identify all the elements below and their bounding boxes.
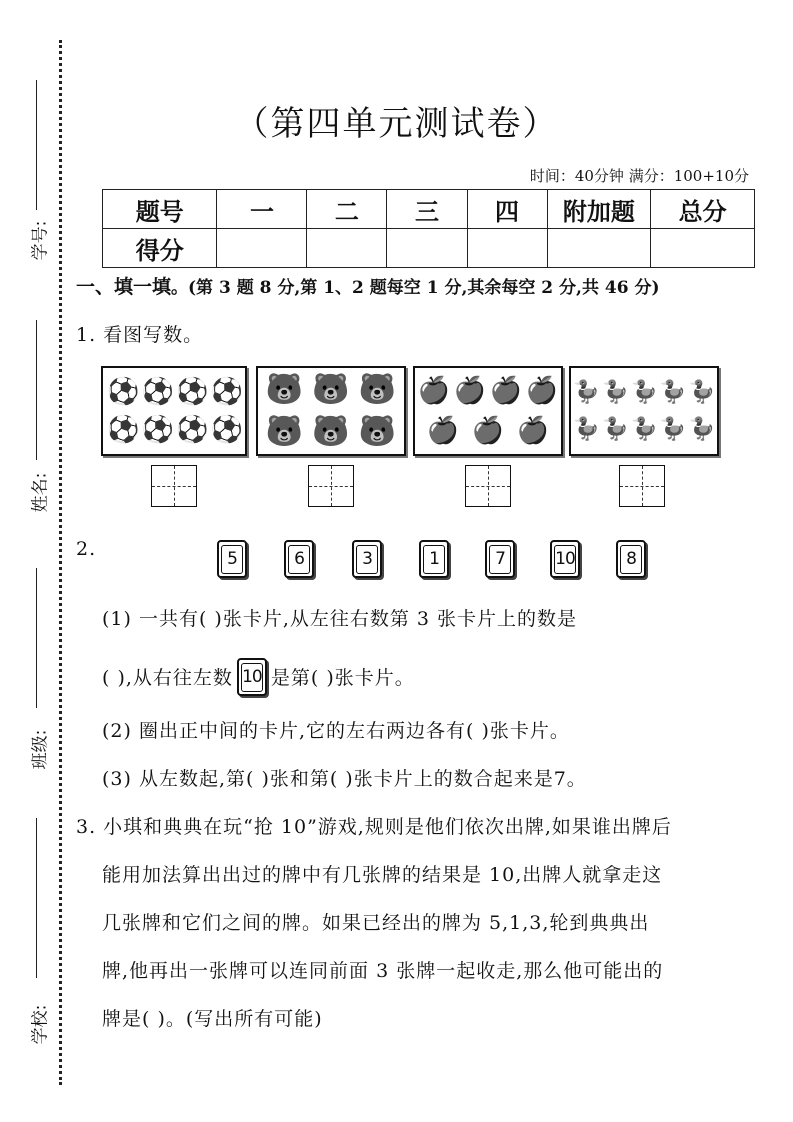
question-3-line: 牌,他再出一张牌可以连同前面 3 张牌一起收走,那么他可能出的 [102, 960, 664, 982]
bear-icon: 🐻 [312, 372, 350, 407]
section-note: 。(第 3 题 8 分,第 1、2 题每空 1 分,其余每空 2 分,共 46 分) [171, 278, 660, 298]
score-table-header: 题号 [103, 190, 217, 229]
side-field-label: 姓名: [30, 472, 51, 513]
score-table [102, 189, 755, 268]
answer-box-1[interactable] [151, 465, 197, 507]
question-2-sub1-line2-b: 是第( )张卡片。 [270, 667, 415, 689]
number-card [616, 540, 646, 578]
score-cell[interactable] [651, 229, 755, 268]
score-table-header: 四 [467, 190, 547, 229]
bear-icon: 🐻 [358, 414, 397, 449]
score-table-header-row [103, 190, 755, 229]
number-card-inline [237, 658, 267, 696]
number-card-value: 10 [554, 545, 576, 574]
score-table-row-label: 得分 [103, 229, 217, 268]
question-2-sub2: (2) 圈出正中间的卡片,它的左右两边各有( )张卡片。 [102, 720, 570, 742]
question-2-sub3: (3) 从左数起,第( )张和第( )张卡片上的数合起来是7。 [102, 768, 587, 790]
duck-icon: 🦆 [688, 379, 716, 405]
score-table-header: 二 [307, 190, 387, 229]
duck-icon: 🦆 [688, 417, 716, 443]
question-2-number: 2. [76, 538, 97, 560]
duck-icon: 🦆 [659, 379, 687, 405]
soccer-ball-icon: ⚽ [210, 376, 243, 407]
duck-icon: 🦆 [630, 379, 658, 405]
score-table-header: 总分 [651, 190, 755, 229]
score-table-header: 附加题 [547, 190, 651, 229]
score-cell[interactable] [307, 229, 387, 268]
score-table-score-row [103, 229, 755, 268]
question-3-line: 能用加法算出出过的牌中有几张牌的结果是 10,出牌人就拿走这 [102, 864, 663, 886]
question-3-line: 几张牌和它们之间的牌。如果已经出的牌为 5,1,3,轮到典典出 [102, 912, 650, 934]
bear-icon: 🐻 [312, 414, 350, 449]
duck-icon: 🦆 [601, 417, 630, 443]
answer-box-2[interactable] [308, 465, 354, 507]
number-card-value: 7 [489, 545, 511, 574]
question-2-sub1-line2-a: ( ),从右往左数 [102, 667, 233, 689]
apple-icon: 🍎 [471, 416, 505, 446]
soccer-ball-icon: ⚽ [107, 376, 140, 407]
picture-box-apples [413, 366, 563, 456]
side-field-line [36, 818, 37, 978]
question-1-text: 1. 看图写数。 [76, 324, 204, 346]
picture-box-bears [256, 366, 406, 456]
number-card-value: 3 [356, 545, 378, 574]
number-card [485, 540, 515, 578]
apple-icon: 🍎 [516, 416, 550, 446]
score-cell[interactable] [217, 229, 307, 268]
apple-icon: 🍎 [525, 376, 559, 406]
bear-icon: 🐻 [265, 372, 304, 407]
score-table-header: 一 [217, 190, 307, 229]
section-heading [76, 272, 660, 299]
picture-box-soccer-balls [101, 366, 247, 456]
number-card-value: 10 [241, 663, 263, 692]
soccer-ball-icon: ⚽ [176, 376, 209, 407]
section-title: 一、填一填 [76, 276, 172, 298]
question-3-line: 3. 小琪和典典在玩“抢 10”游戏,规则是他们依次出牌,如果谁出牌后 [76, 816, 672, 838]
score-table-header: 三 [387, 190, 467, 229]
binding-dashed-line [59, 40, 62, 1085]
duck-icon: 🦆 [630, 417, 658, 443]
soccer-ball-icon: ⚽ [210, 415, 243, 446]
apple-icon: 🍎 [417, 376, 451, 406]
answer-box-3[interactable] [465, 465, 511, 507]
number-card-value: 5 [221, 545, 243, 574]
bear-icon: 🐻 [358, 372, 397, 407]
duck-icon: 🦆 [659, 417, 687, 443]
soccer-ball-icon: ⚽ [176, 415, 209, 446]
score-cell[interactable] [547, 229, 651, 268]
question-2-sub1-line1: (1) 一共有( )张卡片,从左往右数第 3 张卡片上的数是 [102, 608, 578, 630]
duck-icon: 🦆 [572, 379, 601, 405]
soccer-ball-icon: ⚽ [107, 415, 140, 446]
bear-icon: 🐻 [265, 414, 304, 449]
duck-icon: 🦆 [572, 417, 601, 443]
number-card [550, 540, 580, 578]
time-info: 时间：40分钟 满分：100+10分 [529, 167, 749, 185]
number-card-value: 8 [620, 545, 642, 574]
soccer-ball-icon: ⚽ [141, 415, 175, 446]
soccer-ball-icon: ⚽ [141, 376, 175, 407]
question-2-sub1-line2 [102, 660, 415, 698]
side-field-label: 班级: [30, 729, 51, 770]
apple-icon: 🍎 [453, 376, 487, 406]
number-card [419, 540, 449, 578]
side-field-line [36, 568, 37, 708]
number-card-value: 6 [288, 545, 310, 574]
question-3-line: 牌是( )。(写出所有可能) [102, 1008, 323, 1030]
score-cell[interactable] [467, 229, 547, 268]
number-card-value: 1 [423, 545, 445, 574]
picture-box-ducks [569, 366, 719, 456]
number-card [352, 540, 382, 578]
number-card [284, 540, 314, 578]
page-title: （第四单元测试卷） [234, 104, 559, 144]
side-field-label: 学校: [30, 1004, 51, 1045]
apple-icon: 🍎 [489, 376, 523, 406]
number-card [217, 540, 247, 578]
answer-box-4[interactable] [619, 465, 665, 507]
score-cell[interactable] [387, 229, 467, 268]
apple-icon: 🍎 [426, 416, 460, 446]
duck-icon: 🦆 [601, 379, 630, 405]
side-field-line [36, 320, 37, 460]
side-field-label: 学号: [30, 220, 51, 261]
